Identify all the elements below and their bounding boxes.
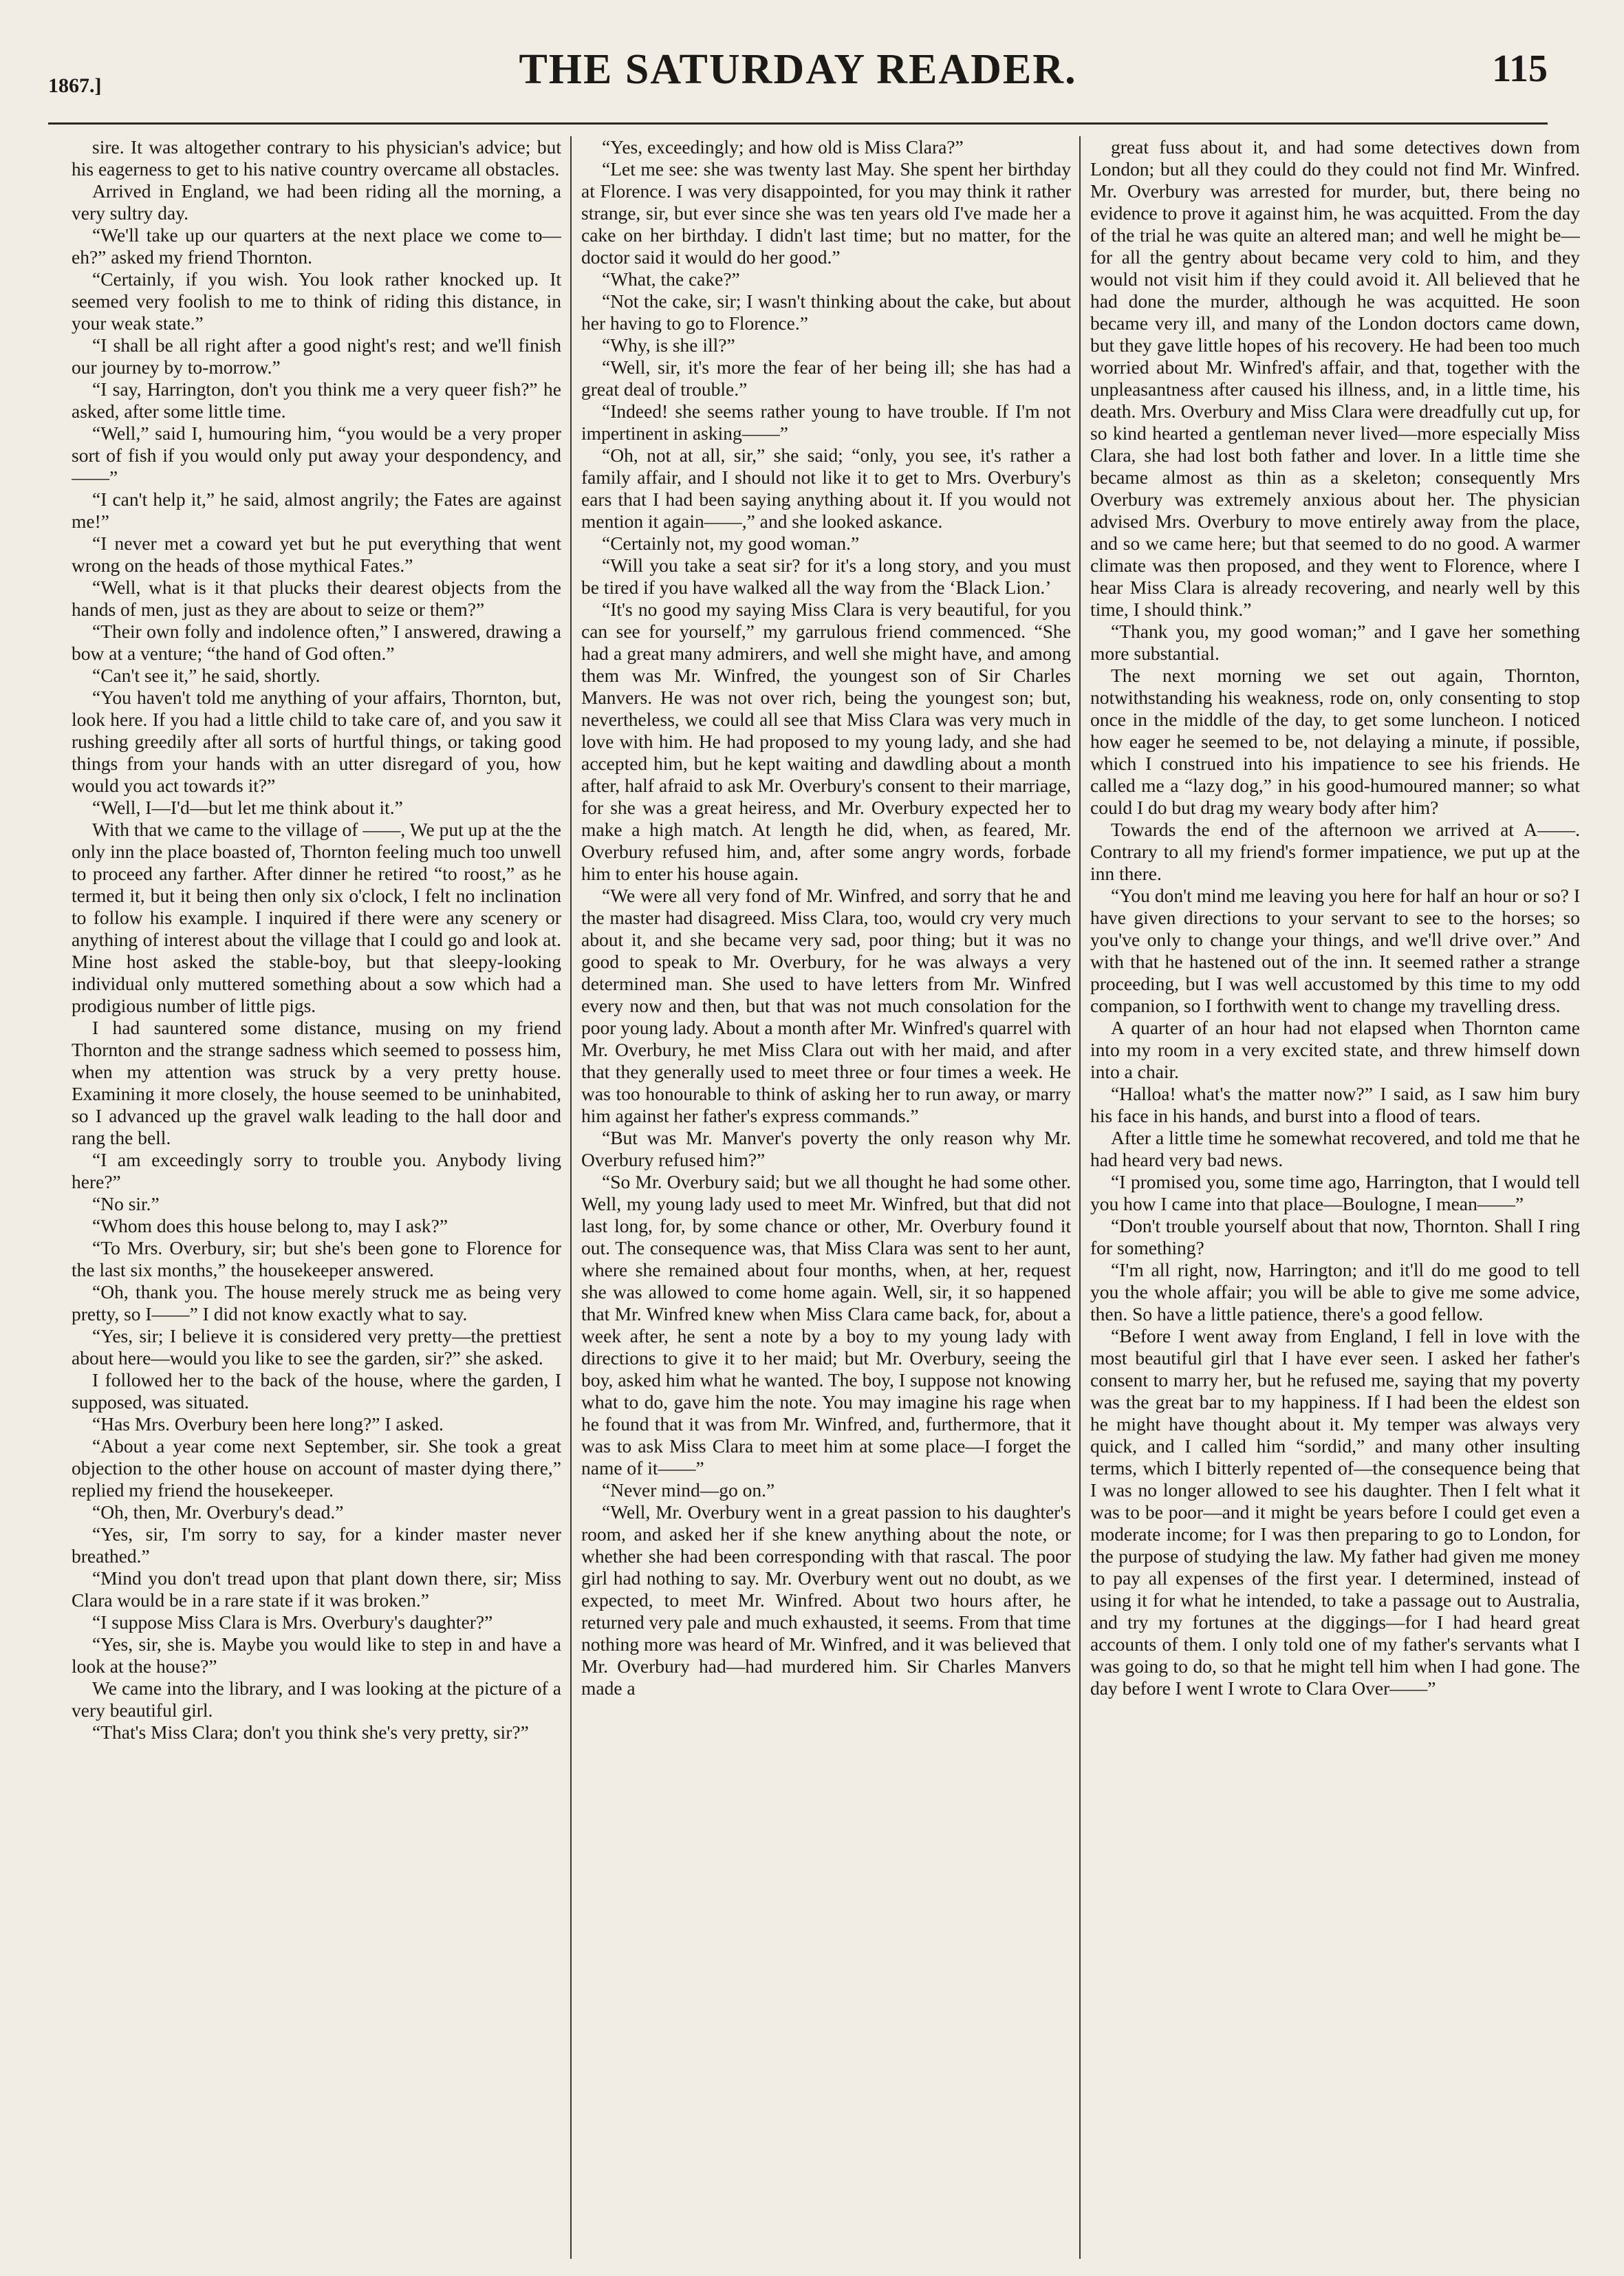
paragraph: “It's no good my saying Miss Clara is very beautiful, for you can see for yourself,” my garrulous friend commenced. “She had a great many admirers, and well she might have, and among them was Mr. Winfred, the youngest son of Sir Charles Manvers. He was not over rich, being the youngest son; but, nevertheless, we could all see that Miss Clara was very much in love with him. He had proposed to my young lady, and she had accepted him, but he kept waiting and dawdling about a month after, half afraid to ask Mr. Overbury's consent to their marriage, for she was a great heiress, and Mr. Overbury expected her to make a high match. At length he did, when, as feared, Mr. Overbury refused him, and, after some angry words, forbade him to enter his house again.	[581, 599, 1071, 884]
paragraph: “Before I went away from England, I fell in love with the most beautiful girl that I have ever seen. I asked her father's consent to marry her, but he refused me, saying that my poverty was the great bar to my happiness. If I had been the eldest son he might have thought about it. My temper was always very quick, and I called him “sordid,” and many other insulting terms, which I bitterly repented of—the consequence being that I was no longer allowed to see his daughter. Then I felt what it was to be poor—and it might be years before I could get even a moderate income; for I was then preparing to go to London, for the purpose of studying the law. My father had given me money to pay all expenses of the first year. I determined, instead of using it for what he intended, to take a passage out to Australia, and try my fortunes at the diggings—for I had heard great accounts of them. I only told one of my father's servants what I was going to do, so that he might tell him when I had gone. The day before I went I wrote to Clara Over——”	[1090, 1325, 1580, 1699]
paragraph: “Well, I—I'd—but let me think about it.”	[92, 797, 403, 818]
paragraph: “But was Mr. Manver's poverty the only reason why Mr. Overbury refused him?”	[581, 1127, 1071, 1170]
paragraph: “Don't trouble yourself about that now, Thornton. Shall I ring for something?	[1090, 1215, 1580, 1258]
header-rule	[48, 122, 1548, 125]
text-column-2	[581, 136, 1071, 2259]
paragraph: “Yes, sir, I'm sorry to say, for a kinder master never breathed.”	[72, 1523, 561, 1567]
paragraph: “Has Mrs. Overbury been here long?” I asked.	[92, 1413, 444, 1435]
masthead	[48, 45, 1548, 109]
paragraph: “Indeed! she seems rather young to have trouble. If I'm not impertinent in asking——”	[581, 400, 1071, 444]
page-number: 115	[1492, 47, 1548, 90]
paragraph: “Well,” said I, humouring him, “you would be a very proper sort of fish if you would only put away your despondency, and——”	[72, 422, 561, 488]
paragraph: “Thank you, my good woman;” and I gave her something more substantial.	[1090, 621, 1580, 664]
paragraph: Towards the end of the afternoon we arrived at A——. Contrary to all my friend's former impatience, we put up at the inn there.	[1090, 819, 1580, 884]
paragraph: “Well, sir, it's more the fear of her being ill; she has had a great deal of trouble.”	[581, 356, 1071, 400]
paragraph: “Oh, thank you. The house merely struck me as being very pretty, so I——” I did not know exactly what to say.	[72, 1281, 561, 1324]
paragraph: “That's Miss Clara; don't you think she's very pretty, sir?”	[92, 1721, 529, 1743]
paragraph: “I say, Harrington, don't you think me a very queer fish?” he asked, after some little time.	[72, 378, 561, 422]
paragraph: A quarter of an hour had not elapsed when Thornton came into my room in a very excited state, and threw himself down into a chair.	[1090, 1017, 1580, 1082]
paragraph: “Their own folly and indolence often,” I answered, drawing a bow at a venture; “the hand of God often.”	[72, 621, 561, 664]
paragraph: “I never met a coward yet but he put everything that went wrong on the heads of those mythical Fates.”	[72, 533, 561, 576]
paragraph: “I suppose Miss Clara is Mrs. Overbury's daughter?”	[92, 1611, 493, 1633]
paragraph: “We were all very fond of Mr. Winfred, and sorry that he and the master had disagreed. Miss Clara, too, would cry very much about it, and she became very sad, poor thing; but it was no good to speak to Mr. Overbury, for he was always a very determined man. She used to have letters from Mr. Winfred every now and then, but that was not much consolation for the poor young lady. About a month after Mr. Winfred's quarrel with Mr. Overbury, he met Miss Clara out with her maid, and after that they generally used to meet three or four times a week. He was too honourable to think of asking her to run away, or marry him against her father's express commands.”	[581, 885, 1071, 1126]
paragraph: “Well, Mr. Overbury went in a great passion to his daughter's room, and asked her if she knew anything about the note, or whether she had been corresponding with that rascal. The poor girl had nothing to say. Mr. Overbury went out no doubt, as we expected, to meet Mr. Winfred. About two hours after, he returned very pale and much exhausted, it seems. From that time nothing more was heard of Mr. Winfred, and it was believed that Mr. Overbury had—had murdered him. Sir Charles Manvers made a	[581, 1501, 1071, 1699]
paragraph: “You don't mind me leaving you here for half an hour or so? I have given directions to your servant to see to the horses; so you've only to change your things, and we'll drive over.” And with that he hastened out of the inn. It seemed rather a strange proceeding, but I was well accustomed by this time to my odd companion, so I forthwith went to change my travelling dress.	[1090, 885, 1580, 1016]
paragraph: “Certainly, if you wish. You look rather knocked up. It seemed very foolish to me to think of riding this distance, in your weak state.”	[72, 268, 561, 334]
paragraph: “Well, what is it that plucks their dearest objects from the hands of men, just as they are about to seize or them?”	[72, 577, 561, 620]
paragraph: “I promised you, some time ago, Harrington, that I would tell you how I came into that place—Boulogne, I mean——”	[1090, 1171, 1580, 1214]
column-divider	[570, 136, 572, 2259]
paragraph: great fuss about it, and had some detectives down from London; but all they could do they could not find Mr. Winfred. Mr. Overbury was arrested for murder, but, there being no evidence to prove it against him, he was acquitted. From the day of the trial he was quite an altered man; and well he might be—for all the gentry about became very cold to him, and they would not visit him if they could avoid it. All believed that he had done the murder, although he was acquitted. He soon became very ill, and many of the London doctors came down, but they gave little hopes of his recovery. He had been too much worried about Mr. Winfred's affair, and that, together with the unpleasantness after caused his illness, and, in a little time, his death. Mrs. Overbury and Miss Clara were dreadfully cut up, for so kind hearted a gentleman never lived—more especially Miss Clara, she had lost both father and lover. In a little time she became almost as thin as a skeleton; consequently Mrs Overbury was extremely anxious about her. The physician advised Mrs. Overbury to move entirely away from the place, and so we came here; but that seemed to do no good. A warmer climate was then proposed, and they went to Florence, where I hear Miss Clara is already recovering, and nearly well by this time, I should think.”	[1090, 136, 1580, 620]
paragraph: sire. It was altogether contrary to his physician's advice; but his eagerness to get to his native country overcame all obstacles.	[72, 136, 561, 180]
paragraph: “No sir.”	[92, 1193, 160, 1214]
paragraph: “Halloa! what's the matter now?” I said, as I saw him bury his face in his hands, and burst into a flood of tears.	[1090, 1083, 1580, 1126]
text-column-3	[1090, 136, 1580, 2259]
paragraph: “Mind you don't tread upon that plant down there, sir; Miss Clara would be in a rare state if it was broken.”	[72, 1567, 561, 1611]
paragraph: “Never mind—go on.”	[602, 1479, 775, 1501]
paragraph: “Certainly not, my good woman.”	[602, 533, 860, 554]
paragraph: “Yes, sir, she is. Maybe you would like to step in and have a look at the house?”	[72, 1633, 561, 1677]
paragraph: “Let me see: she was twenty last May. She spent her birthday at Florence. I was very disappointed, for you may think it rather strange, sir, but ever since she was ten years old I've made her a cake on her birthday. I didn't last time; but no matter, for the doctor said it would do her good.”	[581, 158, 1071, 268]
paragraph: I followed her to the back of the house, where the garden, I supposed, was situated.	[72, 1369, 561, 1413]
paragraph: “Can't see it,” he said, shortly.	[92, 665, 321, 686]
paragraph: “Will you take a seat sir? for it's a long story, and you must be tired if you have walked all the way from the ‘Black Lion.’	[581, 555, 1071, 598]
paragraph: “I shall be all right after a good night's rest; and we'll finish our journey by to-morrow.”	[72, 334, 561, 378]
paragraph: “We'll take up our quarters at the next place we come to—eh?” asked my friend Thornton.	[72, 224, 561, 268]
paragraph: We came into the library, and I was looking at the picture of a very beautiful girl.	[72, 1677, 561, 1721]
paragraph: With that we came to the village of ——, We put up at the the only inn the place boasted of, Thornton feeling much too unwell to proceed any farther. After dinner he retired “to roost,” as he termed it, but it being then only six o'clock, I felt no inclination to follow his example. I inquired if there were any scenery or anything of interest about the village that I could go and look at. Mine host asked the stable-boy, but that sleepy-looking individual only muttered something about a sow which had a prodigious number of little pigs.	[72, 819, 561, 1016]
column-divider	[1079, 136, 1081, 2259]
text-column-1	[72, 136, 561, 2259]
paragraph: “Not the cake, sir; I wasn't thinking about the cake, but about her having to go to Florence.”	[581, 290, 1071, 334]
paragraph: “So Mr. Overbury said; but we all thought he had some other. Well, my young lady used to meet Mr. Winfred, but that did not last long, for, by some chance or other, Mr. Overbury found it out. The consequence was, that Miss Clara was sent to her aunt, where she remained about four months, when, at her, request she was allowed to come home again. Well, sir, it so happened that Mr. Winfred knew when Miss Clara came back, for, about a week after, he sent a note by a boy to my young lady with directions to give it to her maid; but Mr. Overbury, seeing the boy, asked him what he wanted. The boy, I suppose not knowing what to do, gave him the note. You may imagine his rage when he found that it was from Mr. Winfred, and, furthermore, that it was to ask Miss Clara to meet him at some place—I forget the name of it——”	[581, 1171, 1071, 1479]
paragraph: “Why, is she ill?”	[602, 334, 735, 356]
paragraph: “Whom does this house belong to, may I ask?”	[92, 1215, 448, 1236]
paragraph: “Oh, then, Mr. Overbury's dead.”	[92, 1501, 344, 1523]
paragraph: After a little time he somewhat recovered, and told me that he had heard very bad news.	[1090, 1127, 1580, 1170]
newspaper-title: THE SATURDAY READER.	[519, 46, 1077, 93]
paragraph: The next morning we set out again, Thornton, notwithstanding his weakness, rode on, only consenting to stop once in the middle of the day, to get some luncheon. I noticed how eager he seemed to be, not delaying a minute, if possible, which I construed into his impatience to see his friends. He called me a “lazy dog,” in his good-humoured manner; so what could I do but drag my weary body after him?	[1090, 665, 1580, 818]
paragraph: “I'm all right, now, Harrington; and it'll do me good to tell you the whole affair; you will be able to give me some advice, then. So have a little patience, there's a good fellow.	[1090, 1259, 1580, 1324]
paragraph: “Yes, exceedingly; and how old is Miss Clara?”	[602, 136, 964, 158]
paragraph: “About a year come next September, sir. She took a great objection to the other house on account of master dying there,” replied my friend the housekeeper.	[72, 1435, 561, 1501]
paragraph: “Oh, not at all, sir,” she said; “only, you see, it's rather a family affair, and I should not like it to get to Mrs. Overbury's ears that I had been saying anything about it. If you would not mention it again——,” and she looked askance.	[581, 444, 1071, 532]
paragraph: I had sauntered some distance, musing on my friend Thornton and the strange sadness which seemed to possess him, when my attention was struck by a very pretty house. Examining it more closely, the house seemed to be uninhabited, so I advanced up the gravel walk leading to the hall door and rang the bell.	[72, 1017, 561, 1148]
paragraph: “You haven't told me anything of your affairs, Thornton, but, look here. If you had a little child to take care of, and you saw it rushing greedily after all sorts of hurtful things, or taking good things from your hands with an utter disregard of you, how would you act towards it?”	[72, 687, 561, 796]
issue-date: 1867.]	[48, 74, 102, 97]
paragraph: “To Mrs. Overbury, sir; but she's been gone to Florence for the last six months,” the housekeeper answered.	[72, 1237, 561, 1280]
paragraph: “What, the cake?”	[602, 268, 740, 290]
paragraph: “I am exceedingly sorry to trouble you. Anybody living here?”	[72, 1149, 561, 1192]
paragraph: “I can't help it,” he said, almost angrily; the Fates are against me!”	[72, 489, 561, 532]
paragraph: Arrived in England, we had been riding all the morning, a very sultry day.	[72, 180, 561, 224]
paragraph: “Yes, sir; I believe it is considered very pretty—the prettiest about here—would you like to see the garden, sir?” she asked.	[72, 1325, 561, 1368]
